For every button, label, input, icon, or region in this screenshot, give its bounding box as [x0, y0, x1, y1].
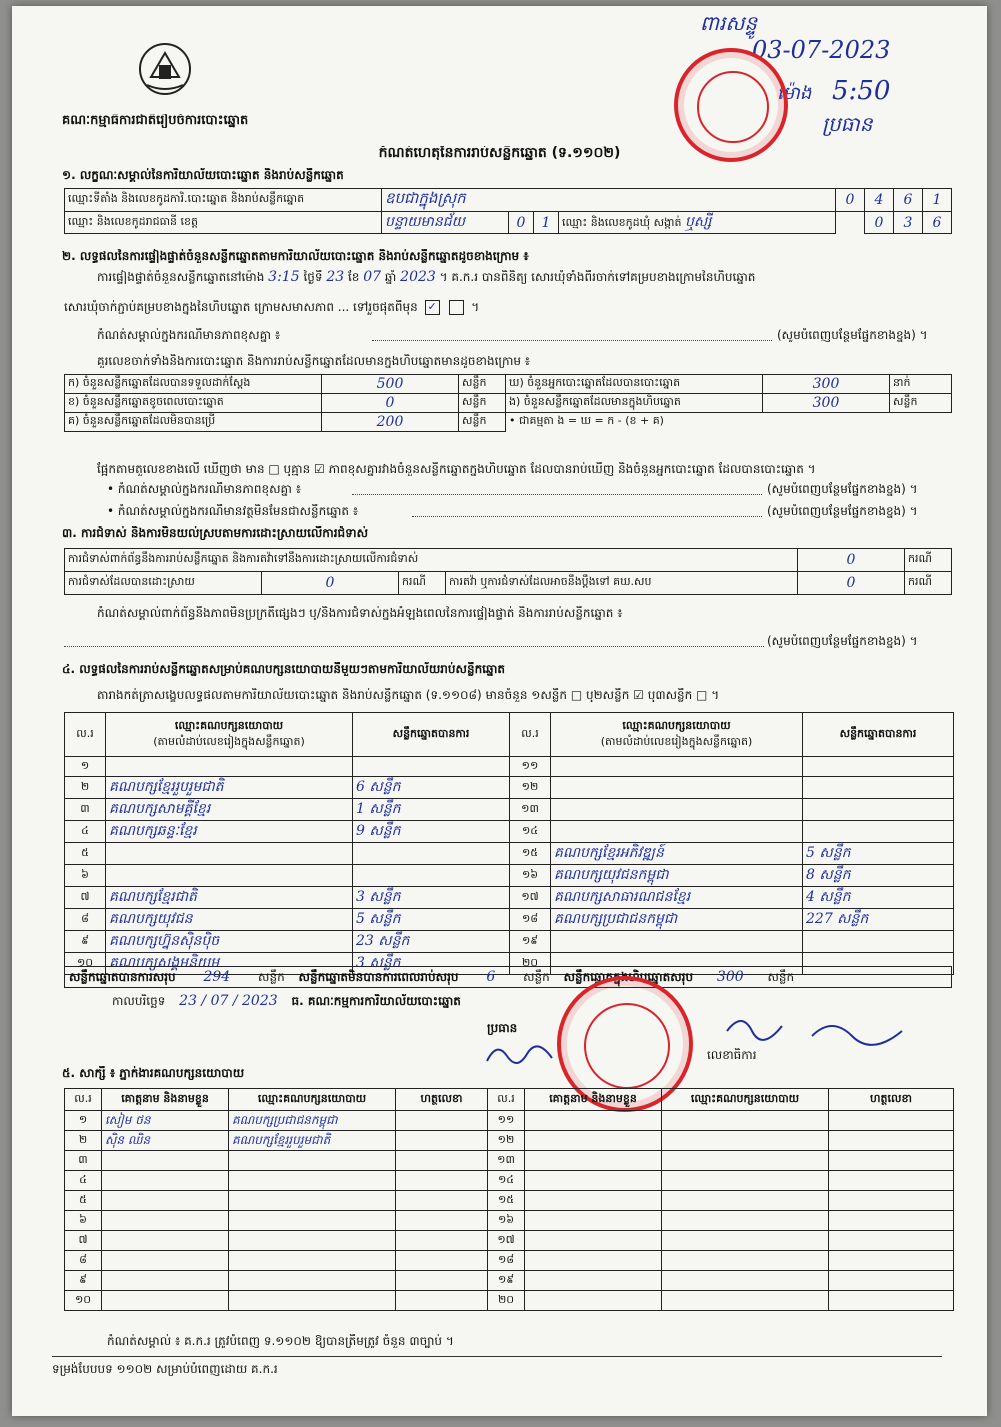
- date-label: កាលបរិច្ឆេទ: [112, 994, 166, 1008]
- section4-title: ៤. លទ្ធផលនៃការរាប់សន្លឹកឆ្នោតសម្រាប់គណបក្សនយោបាយនីមួយៗតាមការិយាល័យរាប់សន្លឹកឆ្នោត: [62, 662, 506, 676]
- vote-count: 1 សន្លឹក: [353, 799, 510, 821]
- col-party: [106, 713, 353, 757]
- witness-name: [102, 1211, 229, 1231]
- witness-name: [525, 1271, 662, 1291]
- witness-signature: [396, 1271, 488, 1291]
- witness-party: [229, 1231, 396, 1251]
- objections-value: 0: [798, 549, 905, 572]
- section1-table: [64, 188, 952, 234]
- witness-signature: [829, 1131, 954, 1151]
- verification-line2: សោរឃុំចាក់ភ្ជាប់គម្របខាងក្នុងនៃហិបឆ្នោត ក្រោមសមាសភាព ... ទៅរួចផុតពីមុន ✓ ។: [64, 300, 480, 314]
- witness-signature: [396, 1291, 488, 1311]
- fill-line: [412, 516, 762, 517]
- vote-count: [353, 757, 510, 777]
- form-title: កំណត់ហេតុនៃការរាប់សន្លឹកឆ្នោត (ទ.១១០២): [378, 146, 621, 160]
- results-table: [64, 712, 954, 975]
- row-no: ៣: [65, 799, 106, 821]
- row-no: ៥: [65, 843, 106, 865]
- witness-name: សៀម ថន: [102, 1111, 229, 1131]
- row-no: ១៦: [488, 1211, 525, 1231]
- vote-count: 9 សន្លឹក: [353, 821, 510, 843]
- count-ka-label: ក) ចំនួនសន្លឹកឆ្នោតដែលបានទទួលដាក់ស្ដែង: [65, 375, 322, 394]
- vote-count: 5 សន្លឹក: [803, 843, 954, 865]
- witness-name: [525, 1251, 662, 1271]
- col-no: ល.រ: [65, 1089, 102, 1111]
- witness-signature: [829, 1251, 954, 1271]
- total-unit: សន្លឹក: [767, 970, 795, 984]
- col-name: គោត្តនាម និងនាមខ្លួន: [102, 1089, 229, 1111]
- commune-digit: 6: [923, 212, 952, 234]
- verify-time: 3:15: [268, 270, 300, 284]
- section3-note: កំណត់សម្គាល់ពាក់ព័ន្ធនឹងភាពមិនប្រក្រតីផ្សេងៗ ឬ/និងការជំទាស់ក្នុងអំឡុងពេលនៃការផ្ទៀងផ្ទាត់ និងការរាប់សន្លឹកឆ្នោត ៖: [97, 606, 623, 620]
- row-no: ១២: [510, 777, 551, 799]
- row-no: ១៨: [488, 1251, 525, 1271]
- witness-party: [662, 1151, 829, 1171]
- vote-count: [803, 757, 954, 777]
- witness-signature: [396, 1231, 488, 1251]
- witness-name: [525, 1111, 662, 1131]
- row-no: ១៩: [510, 931, 551, 953]
- count-unit: សន្លឹក: [459, 394, 506, 413]
- count-ngo-label: ង) ចំនួនសន្លឹកឆ្នោតដែលមានក្នុងហិបឆ្នោត: [506, 394, 763, 413]
- objections-label: ការជំទាស់ពាក់ព័ន្ធនឹងការរាប់សន្លឹកឆ្នោត និងការតវ៉ាទៅនឹងការដោះស្រាយលើការជំទាស់: [65, 549, 798, 572]
- vote-count: 3 សន្លឹក: [353, 887, 510, 909]
- col-no: ល.រ: [488, 1089, 525, 1111]
- witness-signature: [829, 1191, 954, 1211]
- row-no: ១២: [488, 1131, 525, 1151]
- party-name: [551, 931, 803, 953]
- witness-name: [102, 1151, 229, 1171]
- table-row: [65, 909, 954, 931]
- witness-party: [229, 1151, 396, 1171]
- witness-party: [662, 1231, 829, 1251]
- fill-hint: (សូមបំពេញបន្ថែមផ្នែកខាងខ្នង) ។: [777, 328, 928, 342]
- footer-divider: [52, 1356, 942, 1357]
- witness-party: [229, 1211, 396, 1231]
- form-sheet: [12, 6, 987, 1416]
- row-no: ១១: [510, 757, 551, 777]
- vote-count: 23 សន្លឹក: [353, 931, 510, 953]
- party-name: [551, 821, 803, 843]
- col-party-sub: (តាមលំដាប់លេខរៀងក្នុងសន្លឹកឆ្នោត): [153, 734, 305, 748]
- witness-party: [662, 1171, 829, 1191]
- count-kha-value: 0: [322, 394, 459, 413]
- formula: • ជាគម្មតា ង = ឃ = ក - (ខ + គ): [509, 414, 664, 428]
- row-no: ១៥: [488, 1191, 525, 1211]
- table-row: [65, 821, 954, 843]
- witness-party: [662, 1211, 829, 1231]
- witness-name: ស៊ិន ឈិន: [102, 1131, 229, 1151]
- witness-name: [525, 1231, 662, 1251]
- section2-title: ២. លទ្ធផលនៃការផ្ទៀងផ្ទាត់ចំនួនសន្លឹកឆ្នោតតាមការិយាល័យបោះឆ្នោត និងរាប់សន្លឹកឆ្នោតដូចខាងក្រោម ៖: [62, 249, 529, 263]
- table-row: [65, 1251, 954, 1271]
- party-name: គណបក្សខ្មែរជាតិ: [106, 887, 353, 909]
- row-no: ៦: [65, 865, 106, 887]
- witness-signature: [829, 1231, 954, 1251]
- committee-label: ធ. គណៈកម្មការការិយាល័យបោះឆ្នោត: [291, 994, 461, 1008]
- verify-text: ថ្ងៃទី: [303, 270, 323, 284]
- org-name: គណៈកម្មាធិការជាតិរៀបចំការបោះឆ្នោត: [62, 114, 249, 128]
- party-name: [106, 757, 353, 777]
- witness-party: [662, 1251, 829, 1271]
- count-kha-label: ខ) ចំនួនសន្លឹកឆ្នោតខូចពេលបោះឆ្នោត: [65, 394, 322, 413]
- hw-signature: ប្រធាន: [822, 112, 873, 136]
- party-name: គណបក្សសាមគ្គីខ្មែរ: [106, 799, 353, 821]
- station-label: ឈ្មោះទីតាំង និងលេខកូដការិ.បោះឆ្នោត និងរាប់សន្លឹកឆ្នោត: [65, 189, 382, 212]
- witness-signature: [396, 1251, 488, 1271]
- witness-signature: [396, 1191, 488, 1211]
- vote-count: 8 សន្លឹក: [803, 865, 954, 887]
- witness-party: [229, 1191, 396, 1211]
- party-name: គណបក្សហ្វ៊ុនស៊ិនប៉ិច: [106, 931, 353, 953]
- province-code: 1: [534, 212, 559, 234]
- vote-count: [803, 777, 954, 799]
- col-party-title: ឈ្មោះគណបក្សនយោបាយ: [622, 718, 731, 732]
- witness-name: [525, 1191, 662, 1211]
- witness-signature: [829, 1291, 954, 1311]
- secretary-label: លេខាធិការ: [707, 1048, 757, 1062]
- commune-digit: 3: [894, 212, 923, 234]
- col-party: [551, 713, 803, 757]
- witness-party: គណបក្សប្រជាជនកម្ពុជា: [229, 1111, 396, 1131]
- row-no: ១៦: [510, 865, 551, 887]
- row-no: ៣: [65, 1151, 102, 1171]
- station-digit: 4: [865, 189, 894, 212]
- table-row: [65, 1231, 954, 1251]
- row-no: ៦: [65, 1211, 102, 1231]
- party-name: [106, 843, 353, 865]
- witness-name: [102, 1251, 229, 1271]
- count-unit: សន្លឹក: [459, 375, 506, 394]
- total-invalid-value: 6: [486, 969, 496, 985]
- hw-date: 03-07-2023: [752, 36, 891, 64]
- witness-party: គណបក្សខ្មែររួបរួមជាតិ: [229, 1131, 396, 1151]
- total-box-label: សន្លឹកឆ្នោតក្នុងហិបឆ្នោតសរុប: [563, 970, 694, 984]
- section4-intro: តារាងកត់ត្រាសង្ខេបលទ្ធផលតាមការិយាល័យបោះឆ្នោត និងរាប់សន្លឹកឆ្នោត (ទ.១១០៨) មានចំនួន ១សន្លឹក □ ឬ២សន្លឹក ☑ ឬ៣សន្លឹក □ ។: [97, 688, 720, 702]
- checkbox[interactable]: ✓: [425, 300, 440, 315]
- row-no: ៧: [65, 1231, 102, 1251]
- count-ko-value: 200: [322, 413, 459, 432]
- witness-party: [662, 1291, 829, 1311]
- witness-name: [102, 1231, 229, 1251]
- section1-title: ១. លក្ខណៈសម្គាល់នៃការិយាល័យបោះឆ្នោត និងរាប់សន្លឹកឆ្នោត: [62, 168, 344, 182]
- date-line: [112, 994, 461, 1008]
- witness-name: [525, 1151, 662, 1171]
- table-row: [65, 757, 954, 777]
- row-no: ១៤: [510, 821, 551, 843]
- vote-count: [353, 843, 510, 865]
- verify-text: ។ គ.ក.រ បានពិនិត្យ សោរឃុំទាំងពីរចាក់ទៅគម្របខាងក្រោមនៃហិបឆ្នោត: [439, 270, 756, 284]
- nec-logo-icon: [137, 41, 193, 97]
- table-row: [65, 799, 954, 821]
- vote-count: 3 សន្លឹក: [353, 953, 510, 975]
- count-unit: សន្លឹក: [890, 394, 952, 413]
- party-name: គណបក្សយុវជន: [106, 909, 353, 931]
- appeal-label: ការតវ៉ា ឬការជំទាស់ដែលអាចនឹងប្ដឹងទៅ គឃ.សប: [446, 572, 798, 595]
- note2: គួរលេខចាក់ទាំងនិងការបោះឆ្នោត និងការរាប់សន្លឹកឆ្នោតដែលមានក្នុងហិបឆ្នោតមានដូចខាងក្រោម ៖: [97, 354, 531, 368]
- party-name: គណបក្សឆន្ទៈខ្មែរ: [106, 821, 353, 843]
- total-unit: សន្លឹក: [258, 970, 285, 984]
- fill-line: [372, 340, 772, 341]
- witness-signature: [829, 1171, 954, 1191]
- vote-count: [353, 865, 510, 887]
- row-no: ១៥: [510, 843, 551, 865]
- col-no: ល.រ: [65, 713, 106, 757]
- table-row: [65, 777, 954, 799]
- counts-table: [64, 374, 952, 432]
- footnote: កំណត់សម្គាល់ ៖ គ.ក.រ ត្រូវបំពេញ ទ.១១០២ ឱ្យបានត្រឹមត្រូវ ចំនួន ៣ច្បាប់ ។: [107, 1334, 454, 1348]
- party-name: [551, 757, 803, 777]
- col-party: ឈ្មោះគណបក្សនយោបាយ: [662, 1089, 829, 1111]
- row-no: ៨: [65, 1251, 102, 1271]
- verify-day: 23: [326, 270, 345, 284]
- verify-text: ខែ: [347, 270, 360, 284]
- case-unit: ករណី: [399, 572, 446, 595]
- col-no: ល.រ: [510, 713, 551, 757]
- table-row: [65, 865, 954, 887]
- hw-note: ពារសន្ទូ: [700, 11, 758, 35]
- verify-text: ការផ្ទៀងផ្ទាត់ចំនួនសន្លឹកឆ្នោតនៅម៉ោង: [97, 270, 265, 284]
- case-unit: ករណី: [905, 572, 952, 595]
- witness-name: [525, 1131, 662, 1151]
- count-unit: សន្លឹក: [459, 413, 506, 432]
- table-row: [65, 1111, 954, 1131]
- row-no: ៥: [65, 1191, 102, 1211]
- col-votes: សន្លឹកឆ្នោតបានការ: [803, 713, 954, 757]
- fill-line: [64, 646, 764, 647]
- station-value: ឧបជាក្នុងស្រុក: [382, 189, 836, 212]
- row-no: ៧: [65, 887, 106, 909]
- witness-signature: [829, 1271, 954, 1291]
- count-gho-value: 300: [763, 375, 890, 394]
- hw-time-label: ម៉ោង: [777, 83, 812, 104]
- total-valid-label: សន្លឹកឆ្នោតបានការសរុប: [69, 970, 176, 984]
- row-no: ១៨: [510, 909, 551, 931]
- vote-count: 6 សន្លឹក: [353, 777, 510, 799]
- fill-hint: (សូមបំពេញបន្ថែមផ្នែកខាងខ្នង) ។: [767, 482, 918, 496]
- appeal-value: 0: [798, 572, 905, 595]
- row-no: ២: [65, 777, 106, 799]
- vote-count: [803, 799, 954, 821]
- total-unit: សន្លឹក: [523, 970, 550, 984]
- witness-signature: [396, 1131, 488, 1151]
- resolved-label: ការជំទាស់ដែលបានដោះស្រាយ: [65, 572, 262, 595]
- witness-party: [662, 1271, 829, 1291]
- table-row: [65, 1191, 954, 1211]
- checkbox[interactable]: [449, 300, 464, 315]
- row-no: ៩: [65, 1271, 102, 1291]
- col-party-sub: (តាមលំដាប់លេខរៀងក្នុងសន្លឹកឆ្នោត): [600, 734, 753, 748]
- count-ka-value: 500: [322, 375, 459, 394]
- witness-party: [229, 1171, 396, 1191]
- province-value: បន្ទាយមានជ័យ: [382, 212, 509, 234]
- witness-name: [102, 1271, 229, 1291]
- witness-party: [229, 1291, 396, 1311]
- row-no: ៨: [65, 909, 106, 931]
- table-row: [65, 1291, 954, 1311]
- party-name: គណបក្សប្រជាជនកម្ពុជា: [551, 909, 803, 931]
- hw-time: 5:50: [832, 76, 891, 106]
- count-unit: នាក់: [890, 375, 952, 394]
- party-name: [551, 777, 803, 799]
- vote-count: [803, 931, 954, 953]
- row-no: ១៣: [488, 1151, 525, 1171]
- row-no: ៤: [65, 1171, 102, 1191]
- row-no: ១៧: [510, 887, 551, 909]
- col-sign: ហត្ថលេខា: [396, 1089, 488, 1111]
- row-no: ១០: [65, 1291, 102, 1311]
- witness-party: [662, 1191, 829, 1211]
- col-name: គោត្តនាម និងនាមខ្លួន: [525, 1089, 662, 1111]
- secretary-signature-icon: [722, 1006, 922, 1056]
- col-sign: ហត្ថលេខា: [829, 1089, 954, 1111]
- witness-signature: [829, 1151, 954, 1171]
- party-name: [106, 865, 353, 887]
- party-name: គណបក្សសាធារណជនខ្មែរ: [551, 887, 803, 909]
- verify-year: 2023: [400, 270, 436, 284]
- total-valid-value: 294: [203, 969, 231, 985]
- case-unit: ករណី: [905, 549, 952, 572]
- vote-count: 4 សន្លឹក: [803, 887, 954, 909]
- witness-name: [525, 1291, 662, 1311]
- table-row: [65, 1151, 954, 1171]
- count-ko-label: គ) ចំនួនសន្លឹកឆ្នោតដែលមិនបានប្រើ: [65, 413, 322, 432]
- witness-party: [229, 1271, 396, 1291]
- footer-text: ទម្រង់បែបបទ ១១០២ សម្រាប់បំពេញដោយ គ.ក.រ: [52, 1362, 278, 1376]
- station-digit: 0: [836, 189, 865, 212]
- row-no: ១៧: [488, 1231, 525, 1251]
- witness-signature: [396, 1171, 488, 1191]
- row-no: ១០: [65, 953, 106, 975]
- col-party-title: ឈ្មោះគណបក្សនយោបាយ: [174, 718, 284, 732]
- col-votes: សន្លឹកឆ្នោតបានការ: [353, 713, 510, 757]
- row-no: ២០: [488, 1291, 525, 1311]
- total-invalid-label: សន្លឹកឆ្នោតមិនបានការពេលរាប់សរុប: [298, 970, 459, 984]
- row-no: ១១: [488, 1111, 525, 1131]
- party-name: គណបក្សសង្គមនិយម: [106, 953, 353, 975]
- fill-line: [352, 494, 762, 495]
- row-no: ២០: [510, 953, 551, 975]
- witness-signature: [396, 1151, 488, 1171]
- commune-label: ឈ្មោះ និងលេខកូដឃុំ សង្កាត់: [562, 216, 682, 229]
- witness-name: [525, 1171, 662, 1191]
- witness-party: [662, 1111, 829, 1131]
- difference-line: ផ្អែកតាមតួលេខខាងលើ ឃើញថា មាន □ ឬគ្មាន ☑ ភាពខុសគ្នារវាងចំនួនសន្លឹកឆ្នោតក្នុងហិបឆ្នោត ដែលបានរាប់ឃើញ និងចំនួនអ្នកបោះឆ្នោត ដែលបានបោះឆ្នោត ។: [97, 462, 816, 476]
- party-name: [551, 799, 803, 821]
- province-label: ឈ្មោះ និងលេខកូដរាជធានី ខេត្ត: [65, 212, 382, 234]
- witness-signature: [396, 1111, 488, 1131]
- table-row: [65, 931, 954, 953]
- vote-count: 227 សន្លឹក: [803, 909, 954, 931]
- witness-signature: [829, 1111, 954, 1131]
- witness-party: [229, 1251, 396, 1271]
- row-no: ៤: [65, 821, 106, 843]
- party-name: គណបក្សខ្មែរអភិវឌ្ឍន៍: [551, 843, 803, 865]
- commune-digit: 0: [865, 212, 894, 234]
- witness-name: [102, 1171, 229, 1191]
- vote-count: [803, 821, 954, 843]
- col-party: ឈ្មោះគណបក្សនយោបាយ: [229, 1089, 396, 1111]
- party-name: គណបក្សខ្មែររួបរួមជាតិ: [106, 777, 353, 799]
- table-row: [65, 1171, 954, 1191]
- row-no: ១៣: [510, 799, 551, 821]
- verification-line: [97, 270, 957, 284]
- witness-name: [102, 1191, 229, 1211]
- verify-text: សោរឃុំចាក់ភ្ជាប់គម្របខាងក្នុងនៃហិបឆ្នោត ក្រោមសមាសភាព ... ទៅរួចផុតពីមុន: [64, 300, 418, 314]
- official-seal-top: [674, 48, 788, 162]
- witness-name: [102, 1291, 229, 1311]
- witness-party: [662, 1131, 829, 1151]
- vote-count: 5 សន្លឹក: [353, 909, 510, 931]
- note1: កំណត់សម្គាល់ក្នុងករណីមានភាពខុសគ្នា ៖: [97, 328, 281, 342]
- province-code: 0: [509, 212, 534, 234]
- objections-table: [64, 548, 952, 595]
- table-row: [65, 1271, 954, 1291]
- station-digit: 1: [923, 189, 952, 212]
- row-no: ១៤: [488, 1171, 525, 1191]
- section3-title: ៣. ការជំទាស់ និងការមិនយល់ស្របតាមការដោះស្រាយលើការជំទាស់: [62, 526, 368, 540]
- totals-row: [64, 966, 952, 988]
- table-row: [65, 887, 954, 909]
- witness-name: [525, 1211, 662, 1231]
- bullet-note1: • កំណត់សម្គាល់ក្នុងករណីមានភាពខុសគ្នា ៖: [107, 482, 302, 496]
- witness-signature: [396, 1211, 488, 1231]
- table-row: [65, 1211, 954, 1231]
- witness-table: [64, 1088, 954, 1311]
- chair-signature-icon: [482, 1036, 562, 1076]
- date-value: 23 / 07 / 2023: [179, 994, 278, 1008]
- total-box-value: 300: [716, 969, 744, 985]
- chair-label: ប្រធាន: [487, 1021, 518, 1035]
- party-name: គណបក្សយុវជនកម្ពុជា: [551, 865, 803, 887]
- fill-hint: (សូមបំពេញបន្ថែមផ្នែកខាងខ្នង) ។: [767, 504, 918, 518]
- commune-value: ឬស្សី: [685, 214, 712, 230]
- count-ngo-value: 300: [763, 394, 890, 413]
- commune-cell: [559, 212, 836, 234]
- verify-text: ឆ្នាំ: [384, 270, 397, 284]
- row-no: ២: [65, 1131, 102, 1151]
- station-digit: 6: [894, 189, 923, 212]
- bullet-note2: • កំណត់សម្គាល់ក្នុងករណីមានវត្ថុមិនមែនជាសន្លឹកឆ្នោត ៖: [107, 504, 359, 518]
- count-gho-label: ឃ) ចំនួនអ្នកបោះឆ្នោតដែលបានបោះឆ្នោត: [506, 375, 763, 394]
- table-row: [65, 1131, 954, 1151]
- table-row: [65, 843, 954, 865]
- witness-signature: [829, 1211, 954, 1231]
- verify-month: 07: [363, 270, 382, 284]
- resolved-value: 0: [262, 572, 399, 595]
- row-no: ១៩: [488, 1271, 525, 1291]
- row-no: ១: [65, 757, 106, 777]
- row-no: ៩: [65, 931, 106, 953]
- row-no: ១: [65, 1111, 102, 1131]
- fill-hint: (សូមបំពេញបន្ថែមផ្នែកខាងខ្នង) ។: [767, 634, 918, 648]
- section5-title: ៥. សាក្សី ៖ ភ្នាក់ងារគណបក្សនយោបាយ: [62, 1066, 245, 1080]
